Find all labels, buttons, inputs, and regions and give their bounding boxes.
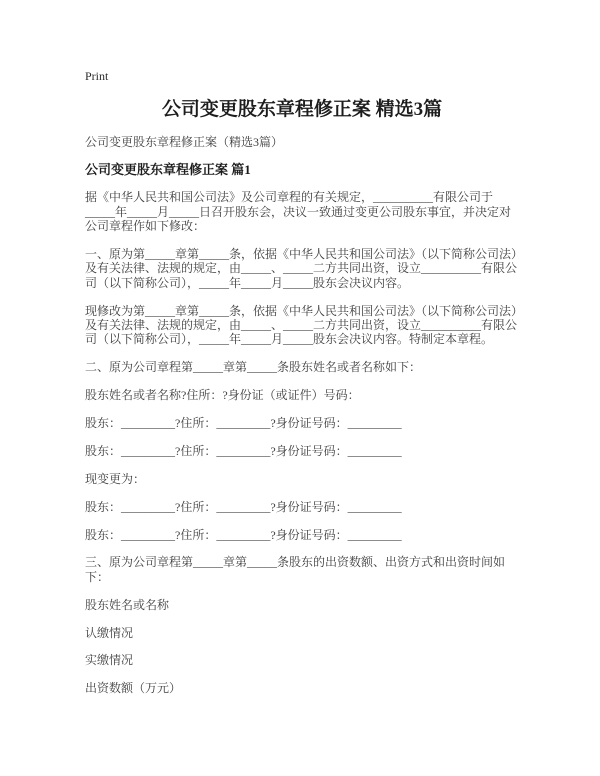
print-link[interactable]: Print xyxy=(85,69,109,83)
shareholder-row: 股东：_________?住所：_________?身份证号码：_________ xyxy=(85,499,402,514)
clause-3-heading-paragraph: 三、原为公司章程第_____章第_____条股东的出资数额、出资方式和出资时间如下： xyxy=(85,555,506,584)
now-changed-label: 现变更为： xyxy=(85,471,146,486)
field-contribution-amount-label: 出资数额（万元） xyxy=(85,681,182,696)
field-shareholder-name-label: 股东姓名或名称 xyxy=(85,597,170,612)
page-title: 公司变更股东章程修正案 精选3篇 xyxy=(161,99,443,121)
shareholder-row: 股东：_________?住所：_________?身份证号码：_________ xyxy=(85,527,402,542)
clause-2-heading-paragraph: 二、原为公司章程第_____章第_____条股东姓名或者名称如下： xyxy=(85,360,422,375)
field-subscribed-status-label: 认缴情况 xyxy=(85,625,134,640)
clause-1-amended-paragraph: 现修改为第_____章第_____条，依据《中华人民共和国公司法》（以下简称公司法）及有关法律、法规的规定，由_____、_____二方共同出资，设立__________有限公司（以下简称公司），_____年_____月_____股东会决议内容。特制定本章程。 xyxy=(85,303,518,347)
shareholder-fields-header: 股东姓名或者名称?住所：?身份证（或证件）号码： xyxy=(85,388,360,403)
document-subtitle: 公司变更股东章程修正案（精选3篇） xyxy=(85,135,284,150)
clause-1-original-paragraph: 一、原为第_____章第_____条，依据《中华人民共和国公司法》（以下简称公司法）及有关法律、法规的规定，由_____、_____二方共同出资，设立__________有限公司（以下简称公司），_____年_____月_____股东会决议内容。 xyxy=(85,246,518,290)
field-paid-status-label: 实缴情况 xyxy=(85,653,134,668)
shareholder-row: 股东：_________?住所：_________?身份证号码：_________ xyxy=(85,443,402,458)
shareholder-row: 股东：_________?住所：_________?身份证号码：_________ xyxy=(85,415,402,430)
part-1-heading: 公司变更股东章程修正案 篇1 xyxy=(85,161,251,177)
intro-paragraph: 据《中华人民共和国公司法》及公司章程的有关规定，__________有限公司于_____年_____月_____日召开股东会，决议一致通过变更公司股东事宜，并决定对公司章程作如下修改： xyxy=(85,190,512,233)
